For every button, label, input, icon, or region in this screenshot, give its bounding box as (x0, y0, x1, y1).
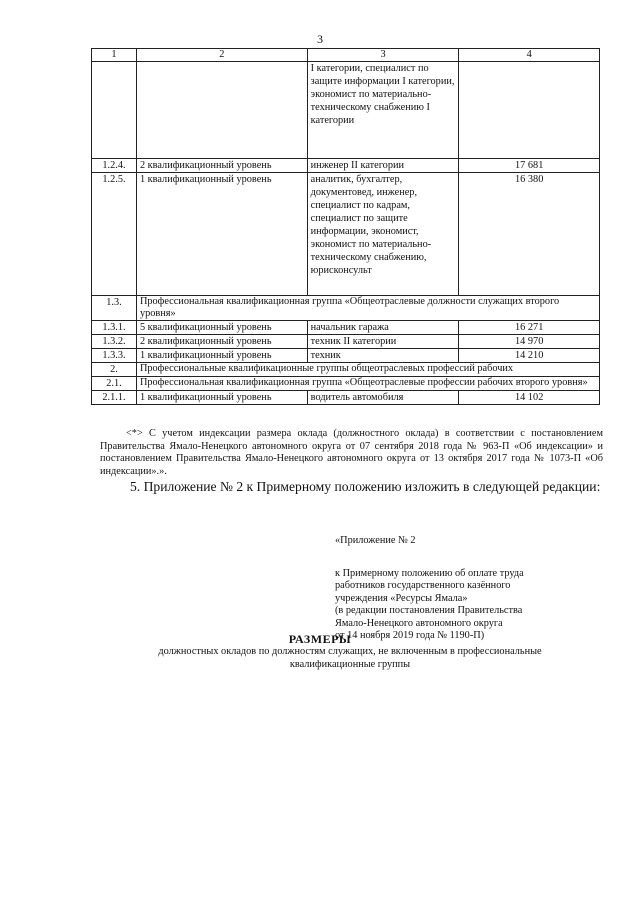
row-number: 1.3. (92, 296, 137, 321)
qualification-level: 2 квалификационный уровень (136, 159, 307, 173)
row-number: 1.2.4. (92, 159, 137, 173)
position-names: аналитик, бухгалтер, документовед, инженер, специалист по кадрам, специалист по защите информации, экономист, экономист по материально-техническому снабжению, юрисконсульт (307, 173, 459, 296)
page-number: 3 (317, 32, 323, 46)
salary-table (91, 48, 600, 405)
position-names: I категории, специалист по защите информации I категории, экономист по материально-техническому снабжению I категории (307, 62, 459, 159)
table-row (92, 335, 600, 349)
header-cell: 2 (136, 49, 307, 62)
row-number: 1.3.2. (92, 335, 137, 349)
annex-line: к Примерному положению об оплате труда (335, 567, 524, 579)
row-number: 2.1.1. (92, 391, 137, 405)
salary-value: 16 380 (459, 173, 600, 296)
section-heading: РАЗМЕРЫ (288, 632, 352, 646)
salary-value: 14 210 (459, 349, 600, 363)
qualification-level: 1 квалификационный уровень (136, 173, 307, 296)
group-row (92, 296, 600, 321)
salary-value: 14 970 (459, 335, 600, 349)
qualification-level: 5 квалификационный уровень (136, 321, 307, 335)
position-names: техник (307, 349, 459, 363)
table-row (92, 321, 600, 335)
salary-value (459, 62, 600, 159)
group-title: Профессиональная квалификационная группа «Общеотраслевые профессии рабочих второго уровня» (136, 377, 599, 391)
table-row (92, 173, 600, 296)
group-row (92, 377, 600, 391)
position-names: техник II категории (307, 335, 459, 349)
header-cell: 4 (459, 49, 600, 62)
group-title: Профессиональная квалификационная группа «Общеотраслевые должности служащих второго уровня» (136, 296, 599, 321)
row-number: 2.1. (92, 377, 137, 391)
position-names: начальник гаража (307, 321, 459, 335)
annex-line: учреждения «Ресурсы Ямала» (335, 592, 468, 604)
annex-header (335, 535, 605, 643)
salary-value: 16 271 (459, 321, 600, 335)
table-row (92, 391, 600, 405)
row-number (92, 62, 137, 159)
table-row (92, 349, 600, 363)
table-row (92, 62, 600, 159)
group-title: Профессиональные квалификационные группы общеотраслевых профессий рабочих (136, 363, 599, 377)
qualification-level (136, 62, 307, 159)
qualification-level: 1 квалификационный уровень (136, 391, 307, 405)
section-subtitle: должностных окладов по должностям служащих, не включенным в профессиональные квалификационные группы (158, 646, 542, 670)
table-row (92, 159, 600, 173)
qualification-level: 1 квалификационный уровень (136, 349, 307, 363)
qualification-level: 2 квалификационный уровень (136, 335, 307, 349)
row-number: 2. (92, 363, 137, 377)
annex-line: Ямало-Ненецкого автономного округа (335, 617, 503, 629)
row-number: 1.3.1. (92, 321, 137, 335)
salary-value: 17 681 (459, 159, 600, 173)
position-names: водитель автомобиля (307, 391, 459, 405)
table-header-row (92, 49, 600, 62)
header-cell: 3 (307, 49, 459, 62)
position-names: инженер II категории (307, 159, 459, 173)
annex-line: от 14 ноября 2019 года № 1190-П) (335, 630, 485, 641)
row-number: 1.3.3. (92, 349, 137, 363)
annex-line: (в редакции постановления Правительства (335, 605, 523, 616)
group-row (92, 363, 600, 377)
footnote: <*> С учетом индексации размера оклада (должностного оклада) в соответствии с постановлением Правительства Ямало-Ненецкого автономного округа от 07 сентября 2018 года № 963-П «Об индексации» и постановлением Правительства Ямало-Ненецкого автономного округа от 13 октября 2017 года № 1073-П «Об индексации».». (100, 428, 603, 477)
row-number: 1.2.5. (92, 173, 137, 296)
amendment-item-5: 5. Приложение № 2 к Примерному положению изложить в следующей редакции: (130, 479, 601, 494)
annex-line: работников государственного казённого (335, 580, 511, 591)
salary-value: 14 102 (459, 391, 600, 405)
header-cell: 1 (92, 49, 137, 62)
annex-title: «Приложение № 2 (335, 535, 416, 546)
